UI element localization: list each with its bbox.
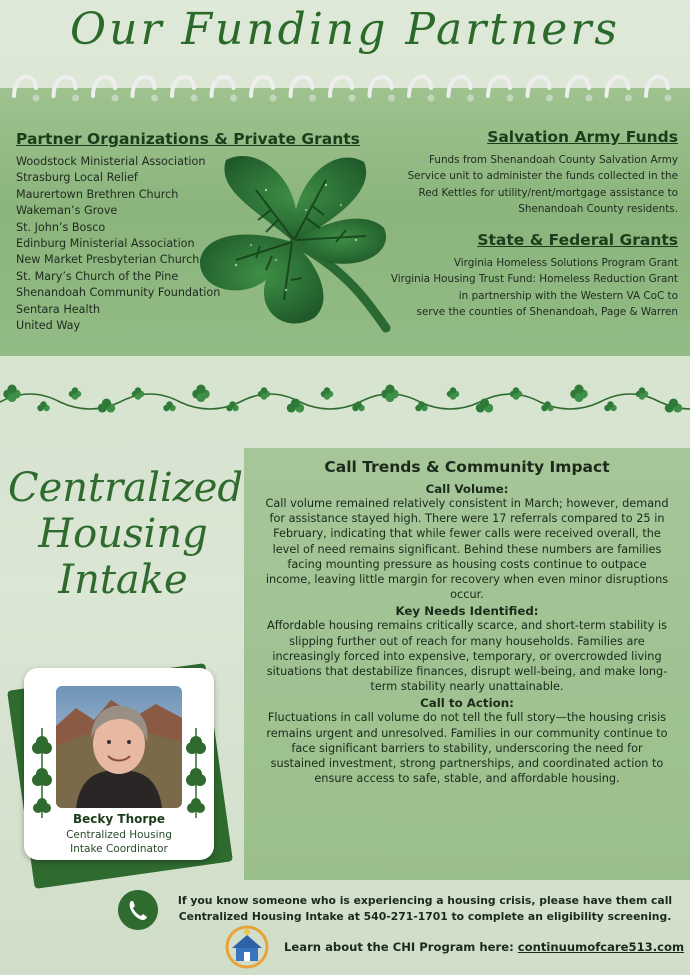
spiral-ring xyxy=(251,77,273,96)
state-line: in partnership with the Western VA CoC to xyxy=(458,289,678,302)
trends-subheading: Call to Action: xyxy=(420,696,514,711)
state-heading: State & Federal Grants xyxy=(477,231,678,250)
list-item: Woodstock Ministerial Association xyxy=(16,155,206,168)
list-item: Sentara Health xyxy=(16,302,101,316)
shamrock-icon xyxy=(447,387,460,400)
shamrock-icon xyxy=(182,728,210,818)
spiral-ring xyxy=(212,77,234,96)
shamrock-icon xyxy=(321,387,334,400)
chi-title-line: Centralized xyxy=(8,465,244,511)
footer-line: If you know someone who is experiencing a housing crisis, please have them call xyxy=(177,894,673,907)
partners-heading: Partner Organizations & Private Grants xyxy=(16,130,360,148)
phone-icon xyxy=(118,890,158,930)
spiral-ring xyxy=(646,77,668,96)
shamrock-icon xyxy=(604,401,617,411)
shamrock-icon xyxy=(476,399,494,413)
profile-name: Becky Thorpe xyxy=(73,812,165,826)
shamrock-icon xyxy=(352,401,365,411)
footer-message xyxy=(166,893,684,925)
list-item: St. Mary’s Church of the Pine xyxy=(16,269,179,283)
spiral-hole xyxy=(270,95,277,102)
shamrock-icon xyxy=(98,399,115,413)
shamrock-icon xyxy=(163,401,176,411)
trends-subheading: Call Volume: xyxy=(425,482,509,496)
spiral-ring xyxy=(133,77,155,96)
shamrock-icon xyxy=(192,385,210,403)
spiral-ring xyxy=(567,77,589,96)
spiral-hole xyxy=(586,95,593,102)
house-logo-icon xyxy=(224,924,270,970)
salvation-line: Service unit to administer the funds collected in the xyxy=(407,170,678,183)
chi-title-line: Housing xyxy=(38,511,208,557)
shamrock-icon xyxy=(132,387,145,400)
chi-title xyxy=(8,465,244,603)
shamrock-icon xyxy=(381,385,399,403)
spiral-ring xyxy=(330,77,352,96)
spiral-hole xyxy=(546,95,553,102)
learn-label: Learn about the CHI Program here: xyxy=(284,940,514,954)
spiral-ring xyxy=(172,77,194,96)
profile-card xyxy=(24,668,214,860)
spiral-hole xyxy=(665,95,672,102)
spiral-hole xyxy=(309,95,316,102)
state-line: Virginia Housing Trust Fund: Homeless Reduction Grant xyxy=(390,273,678,286)
salvation-heading: Salvation Army Funds xyxy=(487,128,678,146)
spiral-hole xyxy=(467,95,474,102)
shamrock-icon xyxy=(415,401,428,411)
list-item: Edinburg Ministerial Association xyxy=(16,237,195,251)
call-trends-panel xyxy=(244,448,690,880)
spiral-ring xyxy=(488,77,510,96)
clover-vine-divider xyxy=(0,368,690,428)
list-item: New Market Presbyterian Church xyxy=(16,253,200,267)
trends-paragraph: Call volume remained relatively consistent in March; however, demand for assistance stayed high. There were 17 referrals compared to 25 in February, indicating that while fewer calls were received overall, the level of need remains significant. Behind these numbers are families facing mounting pressure as housing costs continue to outpace income, leaving little margin for recovery when even minor disruptions occur. xyxy=(265,497,669,602)
spiral-hole xyxy=(388,95,395,102)
profile-role: Centralized Housing Intake Coordinator xyxy=(66,829,172,855)
spiral-hole xyxy=(428,95,435,102)
state-line: Virginia Homeless Solutions Program Grant xyxy=(453,257,678,270)
shamrock-icon xyxy=(258,387,271,400)
spiral-ring xyxy=(14,77,36,96)
spiral-hole xyxy=(625,95,632,102)
spiral-ring xyxy=(93,77,115,96)
spiral-hole xyxy=(230,95,237,102)
spiral-ring xyxy=(54,77,76,96)
spiral-ring xyxy=(607,77,629,96)
profile-photo xyxy=(56,686,182,808)
grants-section xyxy=(378,128,678,320)
spiral-hole xyxy=(72,95,79,102)
list-item: Shenandoah Community Foundation xyxy=(16,286,221,300)
shamrock-icon xyxy=(37,401,50,411)
list-item: Strasburg Local Relief xyxy=(16,171,138,185)
shamrock-icon xyxy=(510,387,523,400)
salvation-line: Shenandoah County residents. xyxy=(518,202,678,215)
shamrock-icon xyxy=(665,399,683,413)
trends-title: Call Trends & Community Impact xyxy=(324,458,610,476)
shamrock-icon xyxy=(570,385,588,403)
spiral-ring xyxy=(370,77,392,96)
list-item: United Way xyxy=(16,319,81,333)
shamrock-icon xyxy=(196,150,396,335)
list-item: Wakeman’s Grove xyxy=(16,204,118,218)
shamrock-icon xyxy=(636,387,649,400)
learn-more xyxy=(284,940,684,954)
spiral-ring xyxy=(409,77,431,96)
chi-program-link[interactable]: continuumofcare513.com xyxy=(517,940,685,954)
state-line: serve the counties of Shenandoah, Page & Warren xyxy=(416,306,678,319)
chi-title-line: Intake xyxy=(58,557,188,603)
page-title: Our Funding Partners xyxy=(70,4,620,55)
spiral-ring xyxy=(528,77,550,96)
spiral-hole xyxy=(33,95,40,102)
trends-paragraph: Affordable housing remains critically scarce, and short-term stability is slipping further out of reach for many households. Families are increasingly forced into expensive, temporary, or overcrowded living situations that destabilize finances, disrupt well-being, and make long-term stability nearly unattainable. xyxy=(266,619,668,694)
spiral-hole xyxy=(191,95,198,102)
shamrock-icon xyxy=(28,728,56,818)
shamrock-icon xyxy=(287,399,305,413)
spiral-hole xyxy=(112,95,119,102)
trends-paragraph: Fluctuations in call volume do not tell the full story—the housing crisis remains urgent and unresolved. Families in our community continue to face significant barriers to stability, underscoring the need for sustained investment, strong partnerships, and coordinated action to ensure access to safe, stable, and affordable housing. xyxy=(266,711,668,786)
trends-subheading: Key Needs Identified: xyxy=(395,604,539,619)
spiral-binding xyxy=(0,66,690,116)
footer-line: Centralized Housing Intake at 540-271-1701 to complete an eligibility screening. xyxy=(178,910,672,923)
spiral-ring xyxy=(449,77,471,96)
list-item: Maurertown Brethren Church xyxy=(16,187,179,201)
salvation-line: Funds from Shenandoah County Salvation Army xyxy=(428,154,678,166)
list-item: St. John’s Bosco xyxy=(16,220,106,234)
shamrock-icon xyxy=(69,387,82,400)
spiral-hole xyxy=(151,95,158,102)
salvation-line: Red Kettles for utility/rent/mortgage assistance to xyxy=(418,186,678,199)
spiral-hole xyxy=(507,95,514,102)
spiral-ring xyxy=(291,77,313,96)
spiral-hole xyxy=(349,95,356,102)
